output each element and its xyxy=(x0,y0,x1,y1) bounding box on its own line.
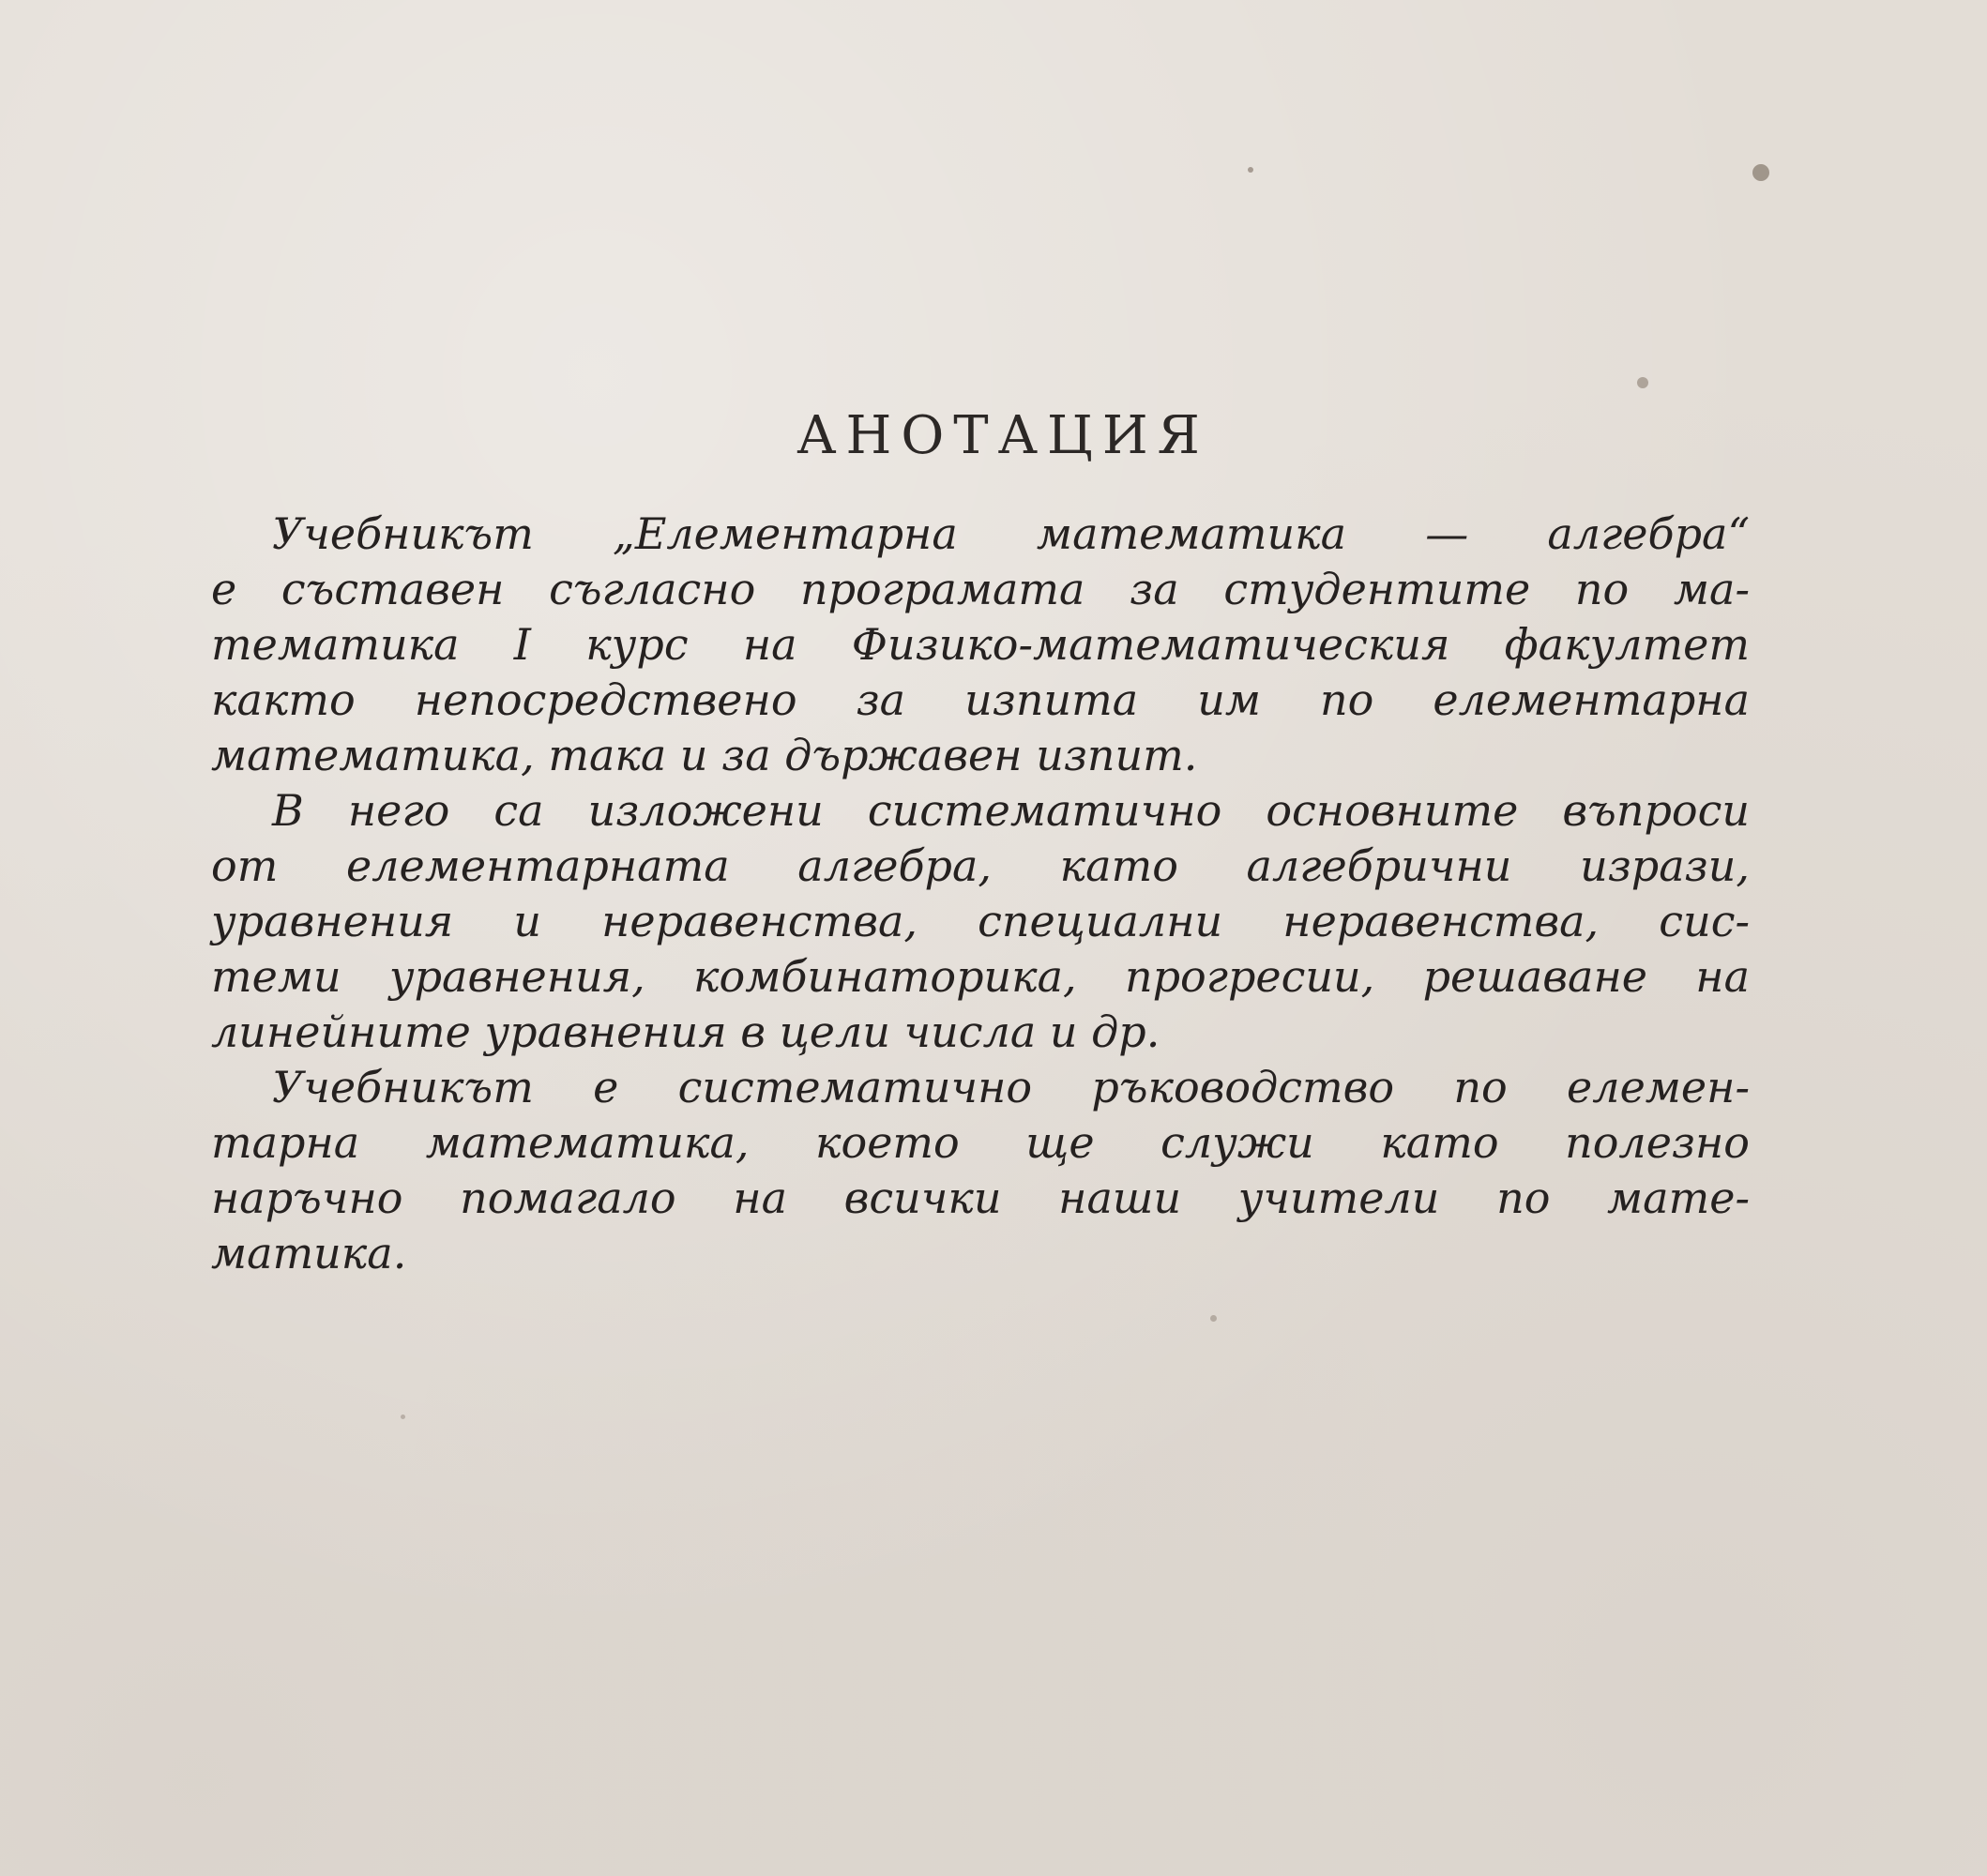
text-line: както непосредствено за изпита им по елементарна xyxy=(211,674,1750,725)
paragraph-2 xyxy=(211,783,1750,1060)
text-line: тарна математика, което ще служи като полезно xyxy=(211,1117,1750,1168)
paragraph-3 xyxy=(211,1060,1750,1281)
text-line: В него са изложени систематично основните въпроси xyxy=(272,785,1750,836)
paper-speck xyxy=(1752,164,1769,181)
text-line: математика, така и за държавен изпит. xyxy=(211,730,1198,780)
annotation-body xyxy=(211,507,1750,1281)
text-line: наръчно помагало на всички наши учители по мате- xyxy=(211,1172,1750,1223)
text-line: Учебникът „Елементарна математика — алгебра“ xyxy=(272,508,1750,559)
text-line: матика. xyxy=(211,1228,407,1278)
paper-speck xyxy=(1637,377,1648,388)
paper-speck xyxy=(1248,167,1253,173)
text-line: уравнения и неравенства, специални неравенства, сис- xyxy=(211,896,1750,946)
paper-speck xyxy=(1210,1315,1217,1322)
text-line: теми уравнения, комбинаторика, прогресии, решаване на xyxy=(211,951,1750,1002)
text-line: от елементарната алгебра, като алгебрични изрази, xyxy=(211,840,1750,891)
paragraph-1 xyxy=(211,507,1750,783)
text-line: линейните уравнения в цели числа и др. xyxy=(211,1006,1160,1057)
text-line: тематика I курс на Физико-математическия факултет xyxy=(211,619,1750,670)
text-line: е съставен съгласно програмата за студентите по ма- xyxy=(211,564,1750,614)
paper-speck xyxy=(401,1415,405,1419)
page-title: АНОТАЦИЯ xyxy=(796,405,1209,466)
text-line: Учебникът е систематично ръководство по елемен- xyxy=(272,1062,1750,1112)
